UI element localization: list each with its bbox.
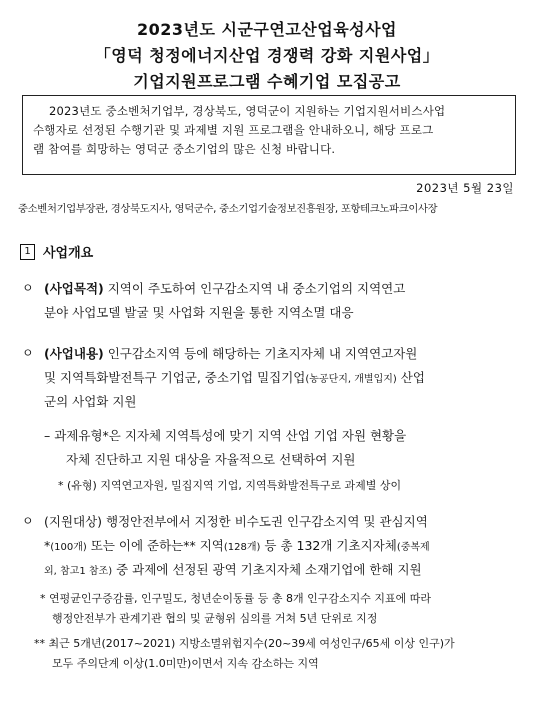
title-line-2: 「영덕 청정에너지산업 경쟁력 강화 지원사업」 [94,46,440,65]
content-sub-line-1: – 과제유형*은 지자체 지역특성에 맞기 지역 산업 기업 자원 현황을 [44,428,407,443]
notice-line-3: 램 참여를 희망하는 영덕군 중소기업의 많은 신청 바랍니다. [33,142,336,156]
target-line-2 [44,536,430,554]
bullet-marker: ㅇ [22,281,34,295]
content-item [22,344,517,494]
target-note-2-line-2: 모두 주의단계 이상(1.0미만)이면서 지속 감소하는 지역 [52,657,319,670]
bullet-marker: ㅇ [22,346,34,360]
bullet-marker: ㅇ [22,514,34,528]
target-text-2a: * [44,538,51,553]
announcement-date: 2023년 5월 23일 [416,181,514,195]
content-line-2 [44,368,425,386]
content-line-1 [44,344,417,362]
notice-line-1: 2023년도 중소벤처기업부, 경상북도, 영덕군이 지원하는 기업지원서비스사업 [49,104,446,118]
target-text-1: 행정안전부에서 지정한 비수도권 인구감소지역 및 관심지역 [102,514,428,529]
target-line-1 [44,512,428,530]
target-text-2c: 등 총 132개 기초지자체 [260,538,397,553]
content-line-3: 군의 사업화 지원 [44,394,137,409]
target-small-1: (100개) [50,542,87,553]
content-note: * (유형) 지역연고자원, 밀집지역 기업, 지역특화발전특구로 과제별 상이 [58,479,402,492]
section-title: 사업개요 [43,246,94,261]
target-small-4: 외, 참고1 참조) [44,566,113,577]
target-text-3: 중 과제에 선정된 광역 기초지자체 소재기업에 한해 지원 [112,562,422,577]
target-small-3: (중복제 [396,542,430,553]
content-sub-line-2: 자체 진단하고 지원 대상을 자율적으로 선택하여 지원 [66,452,356,467]
target-note-1-line-2: 행정안전부가 관계기관 협의 및 균형위 심의를 거쳐 5년 단위로 지정 [52,612,378,625]
section-number: 1 [20,244,35,260]
purpose-item [22,279,517,325]
purpose-label: (사업목적) [44,281,104,296]
content-text-2-small: (농공단지, 개별입지) [305,374,397,385]
target-small-2: (128개) [223,542,261,553]
title-line-1: 2023년도 시군구연고산업육성사업 [136,20,398,39]
content-text-1: 인구감소지역 등에 해당하는 기초지자체 내 지역연고자원 [103,346,418,361]
purpose-text-1: 지역이 주도하여 인구감소지역 내 중소기업의 지역연고 [103,281,406,296]
title-line-3: 기업지원프로그램 수혜기업 모집공고 [133,72,401,91]
content-text-2a: 및 지역특화발전특구 기업군, 중소기업 밀집기업 [44,370,306,385]
notice-line-2: 수행자로 선정된 수행기관 및 과제별 지원 프로그램을 안내하오니, 해당 프로그 [33,123,434,137]
target-label: (지원대상) [44,514,103,529]
purpose-line-2: 분야 사업모델 발굴 및 사업화 지원을 통한 지역소멸 대응 [44,305,354,320]
target-text-2b: 또는 이에 준하는** 지역 [86,538,224,553]
target-note-2-line-1: ** 최근 5개년(2017~2021) 지방소멸위험지수(20~39세 여성인구/65세 이상 인구)가 [34,637,455,650]
section-heading [20,242,93,261]
target-note-1-line-1: * 연평균인구증감률, 인구밀도, 청년순이동률 등 총 8개 인구감소지수 지표에 따라 [40,592,431,605]
notice-box [22,95,516,175]
content-text-2b: 산업 [396,370,425,385]
target-item [22,512,517,692]
purpose-line-1 [44,279,405,297]
content-label: (사업내용) [44,346,104,361]
issuing-agencies: 중소벤처기업부장관, 경상북도지사, 영덕군수, 중소기업기술정보진흥원장, 포항테크노파크이사장 [18,203,438,215]
target-line-3 [44,560,422,578]
